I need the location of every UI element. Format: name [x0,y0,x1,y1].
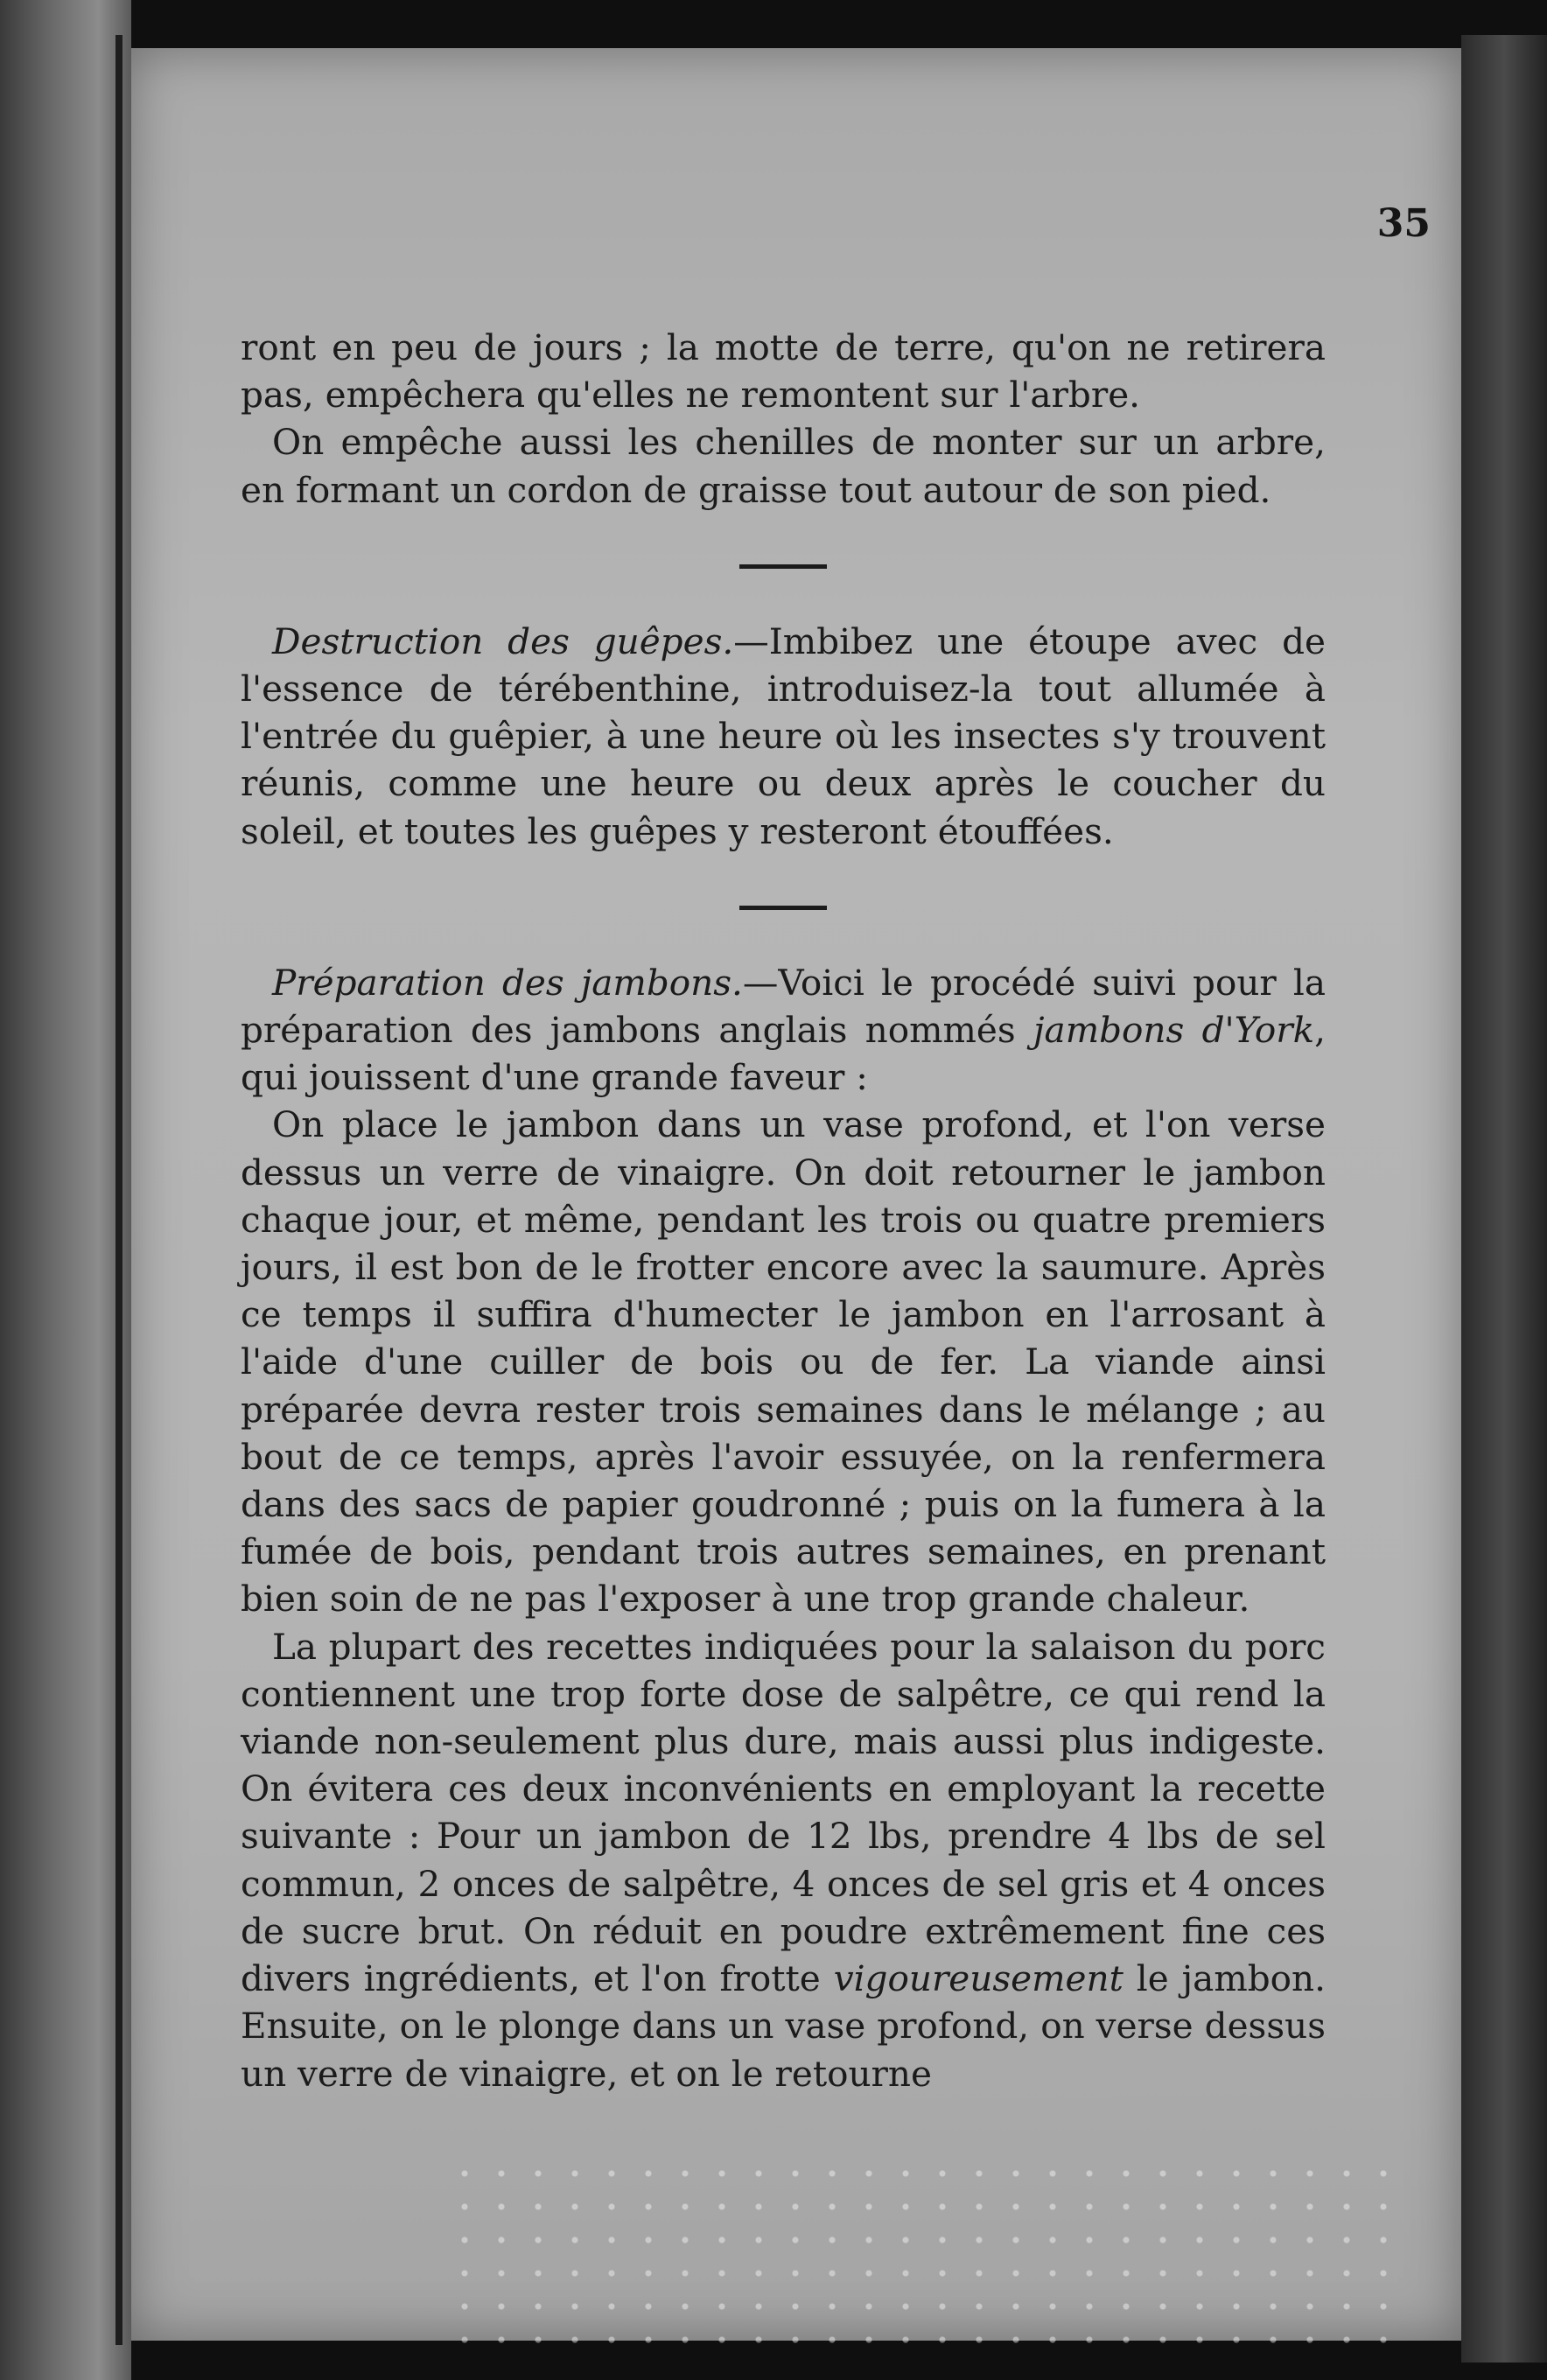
paragraph-caterpillars: On empêche aussi les chenilles de monter sur un arbre, en formant un cordon de graisse tout autour de son pied. [241,421,1326,511]
section-body-wasps: —Imbibez une étoupe avec de l'essence de térébenthine, introduisez-la tout allumée à l'entrée du guêpier, à une heure où les insectes s'y trouvent réunis, comme une heure ou deux après le coucher du soleil, et toutes les guêpes y resteront étouffées. [241,620,1326,852]
bleed-through-dots [446,2157,1409,2358]
page-text [241,324,1326,2097]
section-separator [739,906,827,910]
section-wasps [241,618,1326,855]
page-number: 35 [1376,201,1431,246]
hams-intro-text: —Voici le procédé suivi pour la préparation des jambons anglais nommés [241,961,1326,1052]
section-separator [739,564,827,569]
section-heading-hams: Préparation des jambons. [272,961,743,1004]
paragraph-ham-recipe [241,1623,1326,2097]
binding-fold-line [116,35,122,2345]
recipe-italic: vigoureusement [833,1957,1124,2000]
page-edge [1461,35,1547,2362]
book-binding [0,0,131,2380]
section-heading-wasps: Destruction des guêpes. [272,620,734,662]
hams-intro-italic: jambons d'York [1032,1009,1315,1052]
paragraph-ham-method: On place le jambon dans un vase profond, et l'on verse dessus un verre de vinaigre. On doit retourner le jambon chaque jour, et même, pendant les trois ou quatre premiers jours, il est bon de le frotter encore avec la saumure. Après ce temps il suffira d'humecter le jambon en l'arrosant à l'aide d'une cuiller de bois ou de fer. La viande ainsi préparée devra rester trois semaines dans le mélange ; au bout de ce temps, après l'avoir essuyée, on la renfermera dans des sacs de papier goudronné ; puis on la fumera à la fumée de bois, pendant trois autres semaines, en prenant bien soin de ne pas l'exposer à une trop grande chaleur. [241,1103,1326,1620]
hams-intro-end: , qui jouissent d'une grande faveur : [241,1009,1326,1099]
section-hams-intro [241,959,1326,1102]
paragraph-continuation: ront en peu de jours ; la motte de terre, qu'on ne retirera pas, empêchera qu'elles ne remontent sur l'arbre. [241,326,1326,416]
printed-page [131,48,1461,2341]
recipe-text-end: le jambon. Ensuite, on le plonge dans un vase profond, on verse dessus un verre de vinaigre, et on le retourne [241,1957,1326,2095]
recipe-text: La plupart des recettes indiquées pour la salaison du porc contiennent une trop forte dose de salpêtre, ce qui rend la viande non-seulement plus dure, mais aussi plus indigeste. On évitera ces deux inconvénients en employant la recette suivante : Pour un jambon de 12 lbs, prendre 4 lbs de sel commun, 2 onces de salpêtre, 4 onces de sel gris et 4 onces de sucre brut. On réduit en poudre extrêmement fine ces divers ingrédients, et l'on frotte [241,1625,1326,2000]
